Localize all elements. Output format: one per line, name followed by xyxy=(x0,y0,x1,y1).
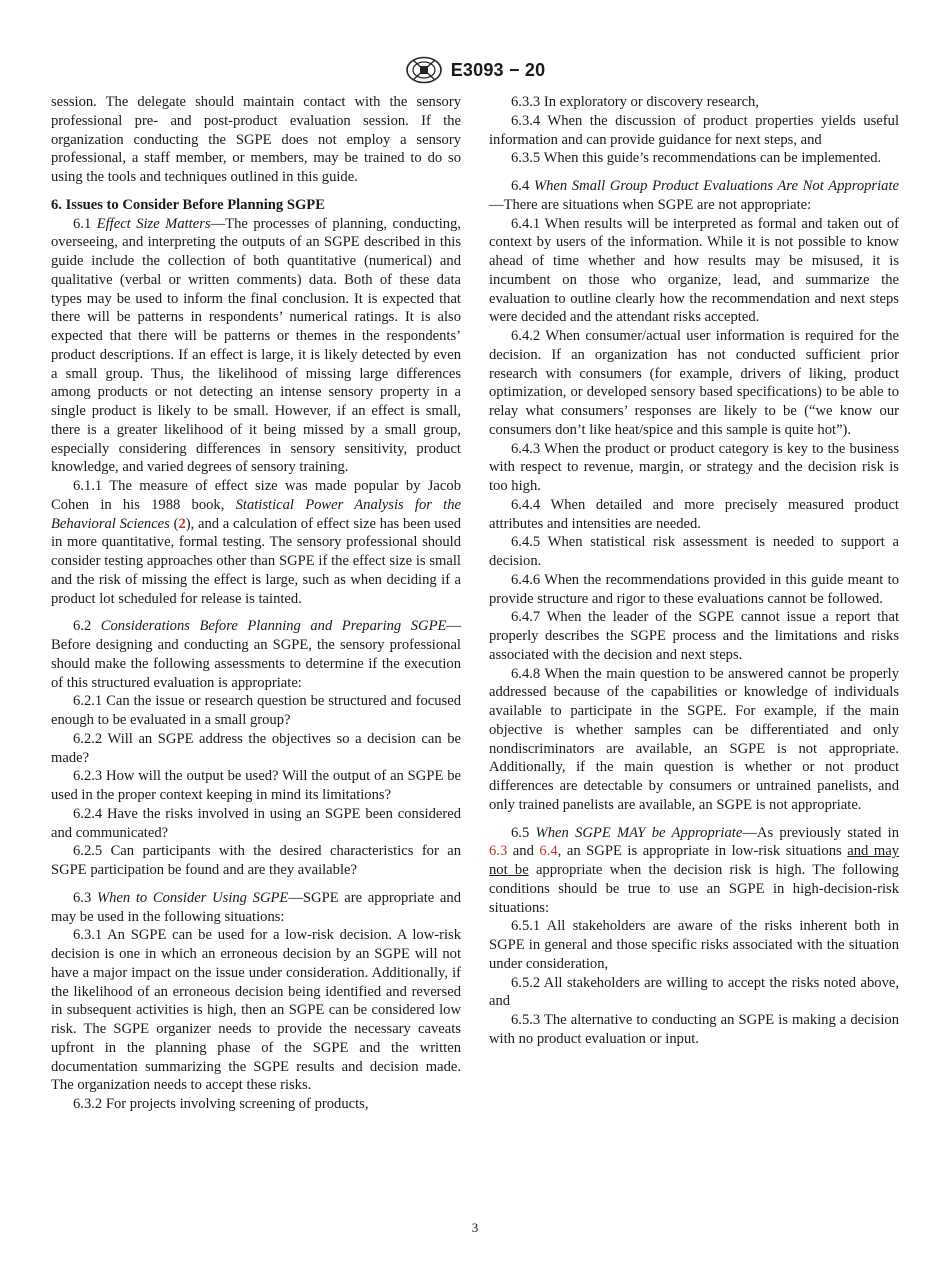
section-6-2-2: 6.2.2 Will an SGPE address the objectives so a decision can be made? xyxy=(51,730,461,766)
section-6-3-4: 6.3.4 When the discussion of product properties yields useful information and can provide guidance for next steps, and xyxy=(489,112,899,148)
section-6-4-2: 6.4.2 When consumer/actual user information is required for the decision. If an organization has not conducted sufficient prior research with consumers (for example, drivers of liking, product optimization, or developed sensory based specifications) to be able to relay what consumers’ responses are likely to be (“we know our consumers don’t like heat/spice and this sample is quite hot”). xyxy=(489,328,899,438)
section-6-5-3: 6.5.3 The alternative to conducting an SGPE is making a decision with no product evaluation or input. xyxy=(489,1012,899,1047)
cross-reference-link[interactable]: 6.3 xyxy=(489,843,508,860)
section-6-3-2: 6.3.2 For projects involving screening of products, xyxy=(73,1096,369,1112)
section-6-3-3: 6.3.3 In exploratory or discovery research, xyxy=(511,94,760,110)
section-6-2: 6.2 Considerations Before Planning and Preparing SGPE—Before designing and conducting an SGPE, the sensory professional should make the following assessments to determine if the execution of this structured evaluation is appropriate: xyxy=(51,618,462,691)
astm-logo-icon xyxy=(405,56,443,84)
section-6-3: 6.3 When to Consider Using SGPE—SGPE are appropriate and may be used in the following situations: xyxy=(51,889,462,925)
right-column xyxy=(489,93,899,1049)
section-6-4-1: 6.4.1 When results will be interpreted as formal and taken out of context by users of the information. While it is not possible to know ahead of time whether and how results may be misused, it is incumbent on those who organize, lead, and summarize the evaluation to outline clearly how the recommendation and next steps were decided and the attendant risks accepted. xyxy=(489,215,899,326)
section-6-5-1: 6.5.1 All stakeholders are aware of the risks inherent both in SGPE in general and those specific risks associated with the situation under consideration, xyxy=(489,918,899,972)
standard-designation: E3093 − 20 xyxy=(450,59,546,80)
cross-reference-link[interactable]: 6.4 xyxy=(539,843,558,860)
section-6-2-3: 6.2.3 How will the output be used? Will the output of an SGPE be used in the proper context keeping in mind its limitations? xyxy=(51,768,461,803)
section-6-4-4: 6.4.4 When detailed and more precisely measured product attributes and intensities are needed. xyxy=(489,496,899,532)
section-6-3-5: 6.3.5 When this guide’s recommendations can be implemented. xyxy=(511,150,882,167)
section-6-4-8: 6.4.8 When the main question to be answered cannot be properly addressed because of the capabilities or knowledge of individuals available to participate in the SGPE. For example, if the main objective is whether samples can be differentiated and only nondiscriminators are available, an SGPE is not appropriate. Additionally, if the main question is whether or not product differences are detectable by consumers or untrained panelists, and only trained panelists are available, an SGPE is not appropriate. xyxy=(489,665,899,813)
left-column xyxy=(51,93,461,1114)
section-6-1: 6.1 Effect Size Matters—The processes of planning, conducting, overseeing, and interpreting the outputs of an SGPE described in this guide include the collection of both quantitative (numerical) and qualitative (verbal or written comments) data. Both of these data types may be used to inform the final conclusion. It is expected that there will be patterns in respondents’ numerical ratings. It is also expected that there will be patterns or themes in the respondents’ product descriptions. If an effect is large, it is likely detected by even a small group. Thus, the likelihood of missing large differences among products or not detecting an intense sensory property in a single product is likely to be small. However, if an effect is small, there is a greater likelihood of it being missed by a small group, especially considering differences in sensory sensitivity, product knowledge, and varied degrees of sensory training. xyxy=(51,215,461,476)
section-6-5-2: 6.5.2 All stakeholders are willing to accept the risks noted above, and xyxy=(489,974,899,1010)
section-6-2-1: 6.2.1 Can the issue or research question be structured and focused enough to be evaluated in a small group? xyxy=(51,693,461,728)
section-6-4-6: 6.4.6 When the recommendations provided in this guide meant to provide structure and rigor to these evaluations cannot be followed. xyxy=(489,571,899,607)
section-6-4-5: 6.4.5 When statistical risk assessment is needed to support a decision. xyxy=(489,534,899,569)
section-6-2-4: 6.2.4 Have the risks involved in using an SGPE been considered and communicated? xyxy=(51,805,461,841)
section-6-4-7: 6.4.7 When the leader of the SGPE cannot issue a report that properly describes the SGPE process and the limitations and risks associated with the decision and next steps. xyxy=(489,609,899,663)
section-6-1-1: 6.1.1 The measure of effect size was made popular by Jacob Cohen in his 1988 book, Statistical Power Analysis for the Behavioral Sciences (2), and a calculation of effect size has been used in more quantitative, formal testing. The sensory professional should consider testing approaches other than SGPE if the effect size is small and the risk of missing the effect is large, such as when deciding if a product lot scheduled for release is tainted. xyxy=(51,478,462,607)
section-6-4: 6.4 When Small Group Product Evaluations Are Not Appropriate—There are situations when SGPE are not appropriate: xyxy=(489,178,899,213)
paragraph: session. The delegate should maintain contact with the sensory professional pre- and post-product evaluation session. If the organization conducting the SGPE does not employ a sensory professional, a staff member, or members, may be trained to do so using the tools and techniques outlined in this guide. xyxy=(51,94,461,185)
page-header xyxy=(0,55,950,85)
section-6-4-3: 6.4.3 When the product or product category is key to the business with respect to revenue, margin, or strategy and the decision risk is too high. xyxy=(489,440,899,494)
section-heading: 6. Issues to Consider Before Planning SGPE xyxy=(51,196,325,213)
section-6-3-1: 6.3.1 An SGPE can be used for a low-risk decision. A low-risk decision is one in which an erroneous decision by an SGPE will not have a major impact on the issue under consideration. Additionally, if the likelihood of an erroneous decision being identified and reversed in subsequent activities is high, then an SGPE can be considered low risk. The SGPE organizer needs to provide the necessary caveats upfront in the planning phase of the SGPE and the written documentation summarizing the SGPE results and decision made. The organization needs to accept these risks. xyxy=(51,927,461,1094)
reference-link[interactable]: 2 xyxy=(178,515,186,532)
section-6-2-5: 6.2.5 Can participants with the desired characteristics for an SGPE participation be found and are they available? xyxy=(51,843,461,878)
section-6-5: 6.5 When SGPE MAY be Appropriate—As previously stated in 6.3 and 6.4, an SGPE is appropriate in low-risk situations and may not be appropriate when the decision risk is high. The following conditions should be true to use an SGPE in high-decision-risk situations: xyxy=(489,824,900,916)
page-number: 3 xyxy=(471,1220,479,1235)
